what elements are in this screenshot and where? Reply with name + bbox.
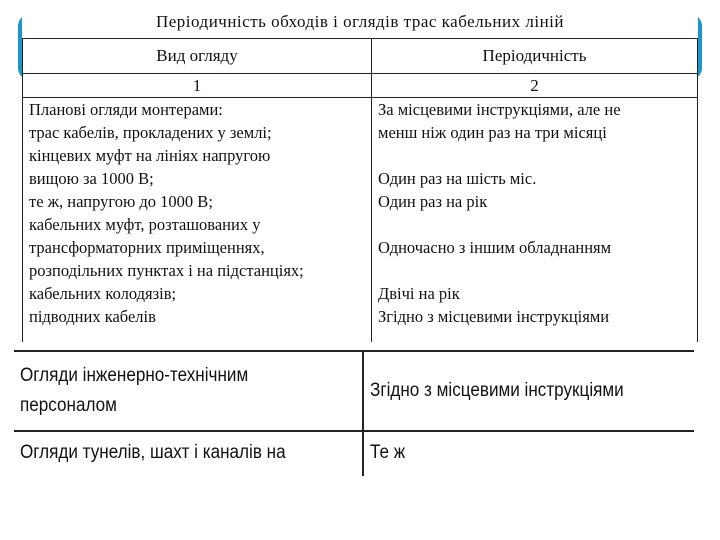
list-item: За місцевими інструкціями, але не (378, 100, 621, 119)
list-item: Двічі на рік (378, 284, 460, 303)
list-item (378, 144, 691, 167)
cell-line: Згідно з місцевими інструкціями (370, 380, 624, 401)
list-item: кабельних муфт, розташованих у (29, 215, 261, 234)
list-item: Планові огляди монтерами: (29, 100, 223, 119)
cell-line: Те ж (370, 442, 406, 463)
header-row (23, 39, 698, 74)
column-number-row (23, 74, 698, 98)
list-item (378, 259, 691, 282)
header-periodicity: Періодичність (372, 39, 698, 74)
inspection-type-cell (14, 351, 363, 431)
inspection-schedule-scan (22, 8, 698, 342)
list-item: те ж, напругою до 1000 В; (29, 192, 213, 211)
column-number-2: 2 (372, 74, 698, 98)
list-item: розподільних пунктах і на підстанціях; (29, 261, 304, 280)
list-item: трас кабелів, прокладених у землі; (29, 123, 272, 142)
header-inspection-type: Вид огляду (23, 39, 372, 74)
inspection-table-continuation-scan (14, 344, 694, 476)
periodicity-cell (363, 351, 694, 431)
inspection-table-continuation (14, 350, 694, 476)
table-row (23, 98, 698, 343)
table-row (14, 431, 694, 476)
list-item: вищою за 1000 В; (29, 169, 154, 188)
list-item: Згідно з місцевими інструкціями (378, 307, 610, 326)
periodicity-cell (372, 98, 698, 343)
cell-line: Огляди тунелів, шахт і каналів на (20, 442, 286, 463)
table-title: Періодичність обходів і оглядів трас кабельних ліній (155, 12, 564, 31)
list-item: менш ніж один раз на три місяці (378, 123, 607, 142)
inspection-type-cell (23, 98, 372, 343)
list-item: Один раз на шість міс. (378, 169, 537, 188)
list-item (378, 213, 691, 236)
cell-line: Огляди інженерно-технічним (20, 365, 249, 386)
list-item: Одночасно з іншим обладнанням (378, 238, 612, 257)
cell-line: персоналом (20, 395, 117, 416)
inspection-type-cell (14, 431, 363, 476)
list-item: Один раз на рік (378, 192, 488, 211)
list-item: підводних кабелів (29, 307, 156, 326)
list-item: кінцевих муфт на лініях напругою (29, 146, 271, 165)
list-item: кабельних колодязів; (29, 284, 177, 303)
inspection-table (22, 38, 698, 342)
column-number-1: 1 (23, 74, 372, 98)
list-item: трансформаторних приміщеннях, (29, 238, 265, 257)
periodicity-cell (363, 431, 694, 476)
table-row (14, 351, 694, 431)
